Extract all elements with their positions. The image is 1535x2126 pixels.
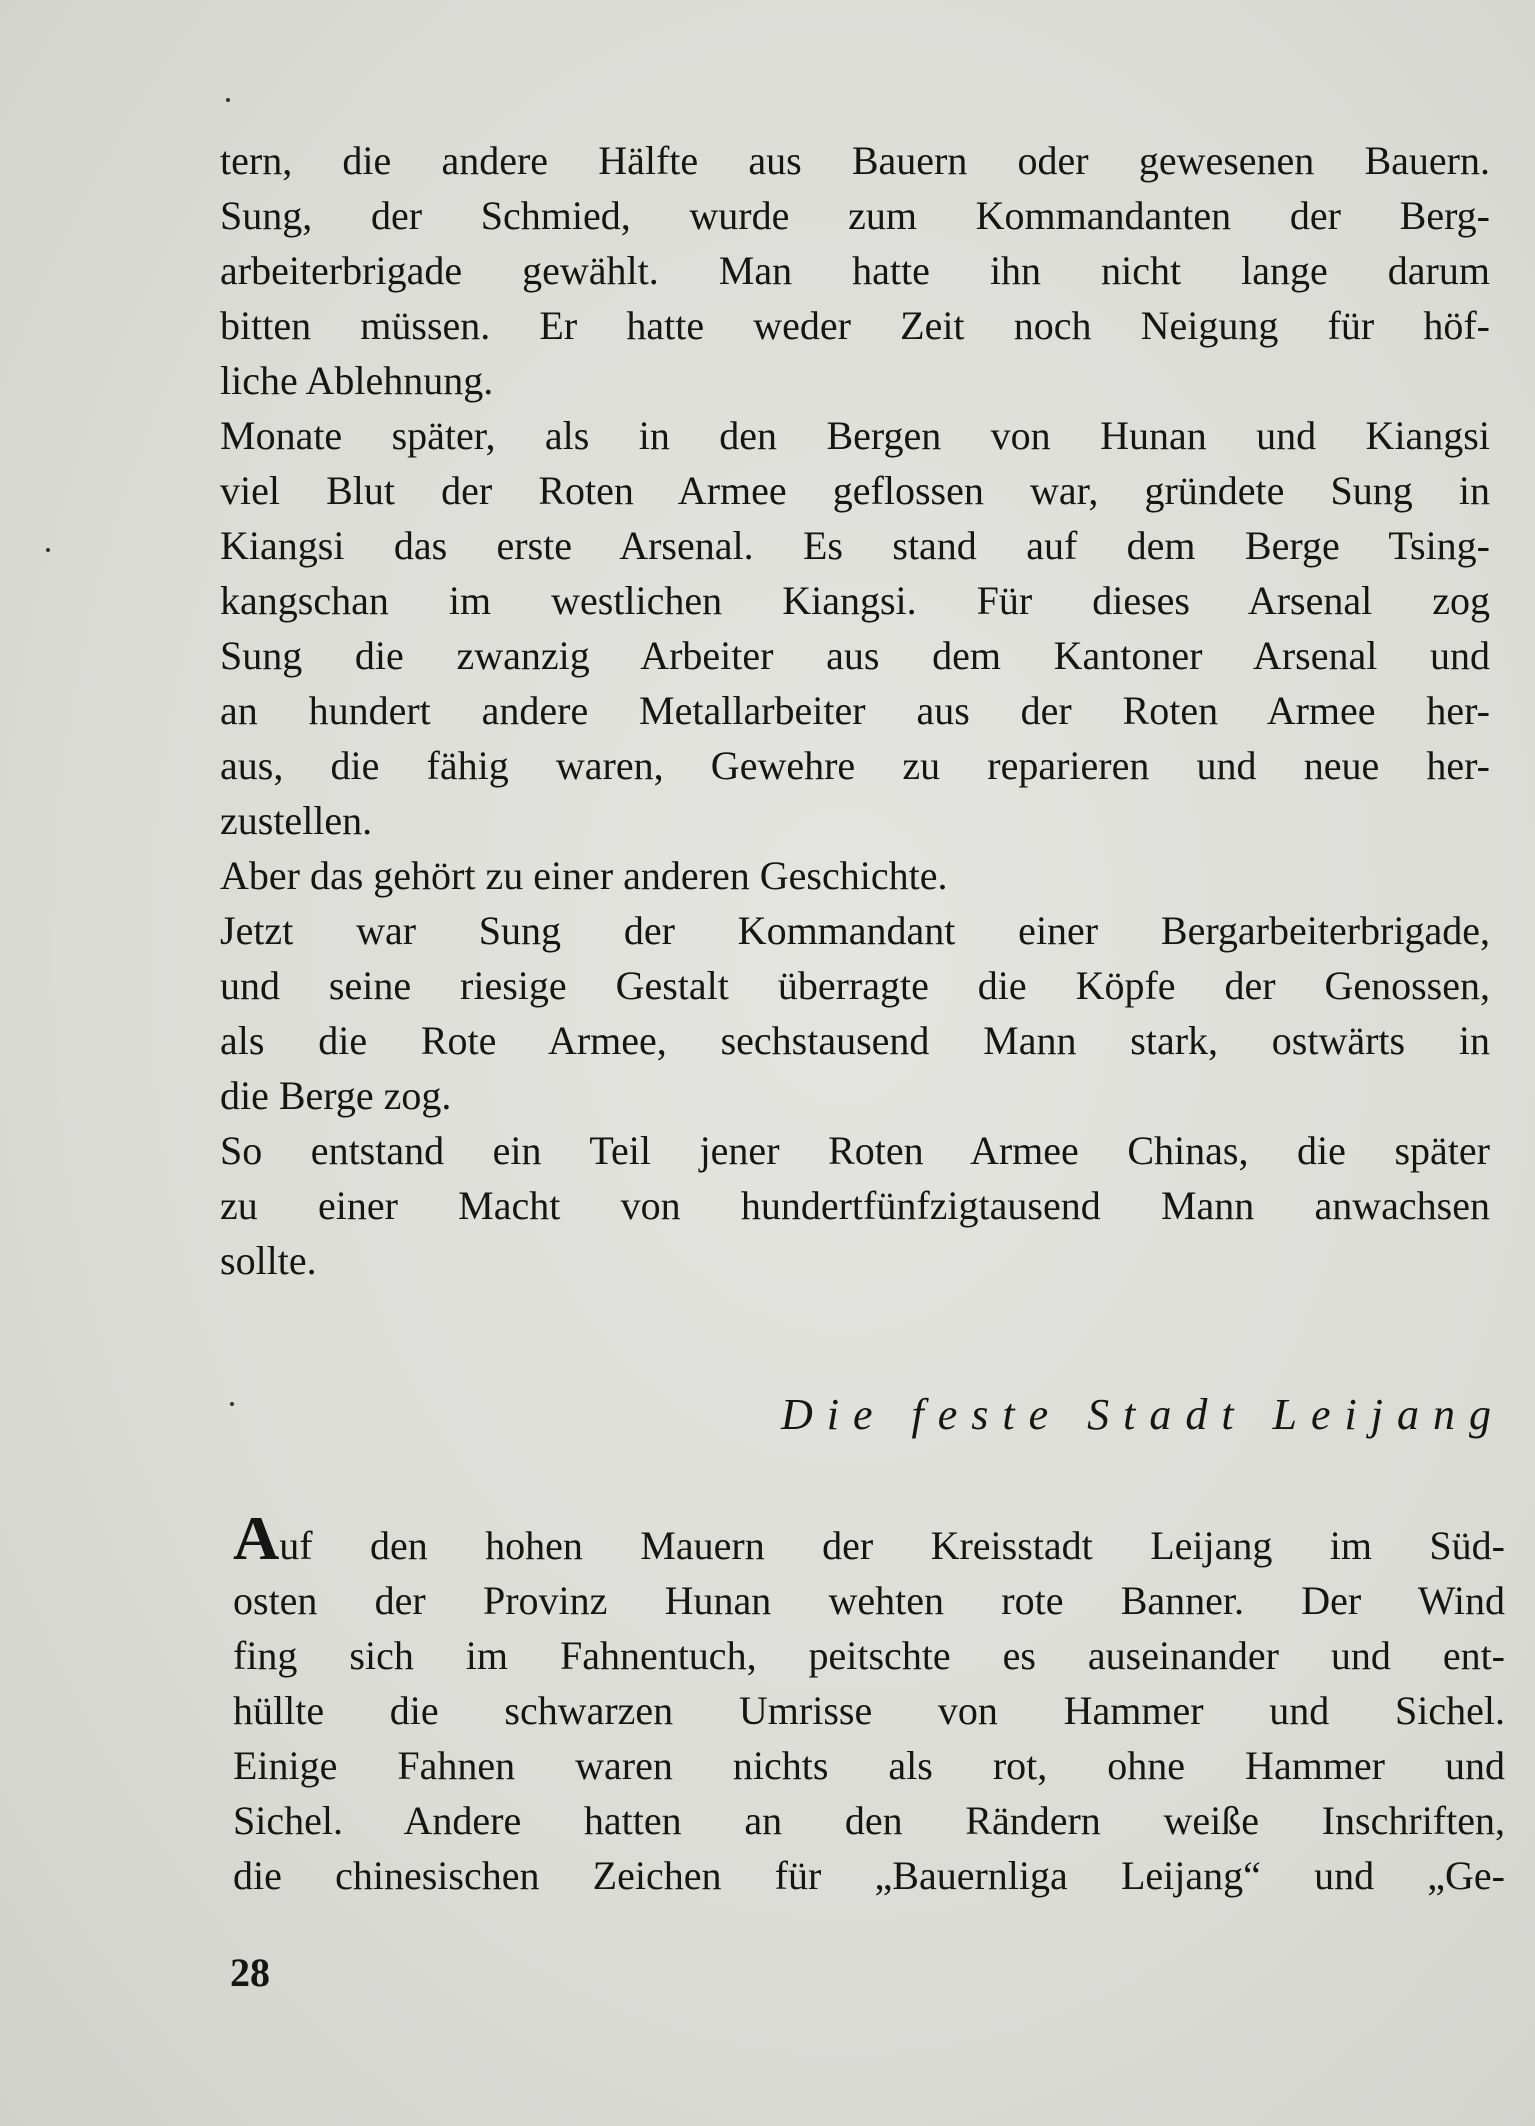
text-line: die Berge zog. xyxy=(220,1073,452,1118)
text-line: die chinesischen Zeichen für „Bauernliga Leijang“ und „Ge- xyxy=(233,1853,1505,1898)
body-text-top xyxy=(220,133,1490,1288)
text-line: zu einer Macht von hundertfünfzigtausend Mann anwachsen xyxy=(220,1183,1490,1228)
text-line: tern, die andere Hälfte aus Bauern oder gewesenen Bauern. xyxy=(220,138,1490,183)
text-line: osten der Provinz Hunan wehten rote Banner. Der Wind xyxy=(233,1578,1505,1623)
ink-speck xyxy=(230,1402,234,1406)
page-number: 28 xyxy=(230,1950,270,1995)
drop-cap: A xyxy=(233,1518,280,1573)
ink-speck xyxy=(226,98,230,102)
text-line: zustellen. xyxy=(220,798,373,843)
text-line: fing sich im Fahnentuch, peitschte es auseinander und ent- xyxy=(233,1633,1505,1678)
body-text-bottom xyxy=(233,1518,1505,1903)
text-line: uf den hohen Mauern der Kreisstadt Leijang im Süd- xyxy=(279,1523,1505,1568)
text-line: sollte. xyxy=(220,1238,317,1283)
text-line: liche Ablehnung. xyxy=(220,358,494,403)
text-line: Monate später, als in den Bergen von Hunan und Kiangsi xyxy=(220,413,1490,458)
text-line: arbeiterbrigade gewählt. Man hatte ihn nicht lange darum xyxy=(220,248,1490,293)
text-line: So entstand ein Teil jener Roten Armee Chinas, die später xyxy=(220,1128,1490,1173)
ink-speck xyxy=(46,548,50,552)
text-line: Sichel. Andere hatten an den Rändern weiße Inschriften, xyxy=(233,1798,1505,1843)
text-line: hüllte die schwarzen Umrisse von Hammer und Sichel. xyxy=(233,1688,1505,1733)
chapter-heading: Die feste Stadt Leijang xyxy=(780,1390,1505,1439)
text-line: Sung, der Schmied, wurde zum Kommandanten der Berg- xyxy=(220,193,1490,238)
text-line: Jetzt war Sung der Kommandant einer Bergarbeiterbrigade, xyxy=(220,908,1490,953)
text-line: und seine riesige Gestalt überragte die Köpfe der Genossen, xyxy=(220,963,1490,1008)
text-line: bitten müssen. Er hatte weder Zeit noch Neigung für höf- xyxy=(220,303,1490,348)
text-line: Aber das gehört zu einer anderen Geschichte. xyxy=(220,853,948,898)
text-line-with-drop-cap xyxy=(233,1518,1505,1573)
text-line: als die Rote Armee, sechstausend Mann stark, ostwärts in xyxy=(220,1018,1490,1063)
text-line: Sung die zwanzig Arbeiter aus dem Kantoner Arsenal und xyxy=(220,633,1490,678)
text-line: aus, die fähig waren, Gewehre zu reparieren und neue her- xyxy=(220,743,1490,788)
text-line: an hundert andere Metallarbeiter aus der Roten Armee her- xyxy=(220,688,1490,733)
text-line: viel Blut der Roten Armee geflossen war, gründete Sung in xyxy=(220,468,1490,513)
text-line: kangschan im westlichen Kiangsi. Für dieses Arsenal zog xyxy=(220,578,1490,623)
text-line: Einige Fahnen waren nichts als rot, ohne Hammer und xyxy=(233,1743,1505,1788)
text-line: Kiangsi das erste Arsenal. Es stand auf dem Berge Tsing- xyxy=(220,523,1490,568)
